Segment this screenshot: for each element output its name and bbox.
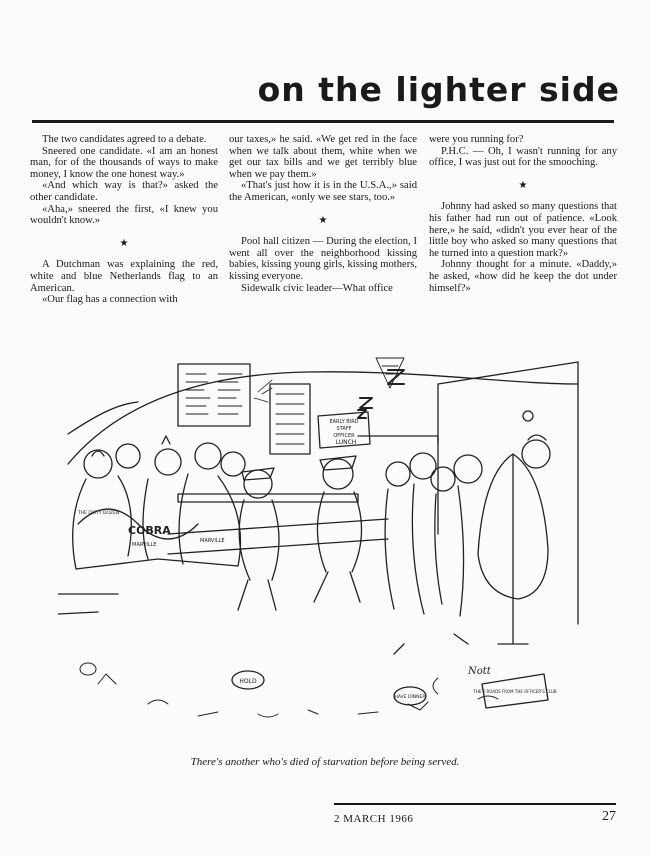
cap-lettering: THE DIRTY DOZEN xyxy=(78,511,120,516)
cartoon-caption: There's another who's died of starvation before being served. xyxy=(190,756,460,768)
jacket-cobra: COBRA xyxy=(128,524,171,537)
paragraph: our taxes,» he said. «We get red in the face when we talk about them, white when we get our tax bills and we get terribly blue when we pay them.» xyxy=(229,134,417,180)
paragraph: Sneered one candidate. «I am an honest man, for of the thousands of ways to make money, I know the one honest way.» xyxy=(30,145,218,180)
paragraph: The two candidates agreed to a debate. xyxy=(42,134,207,145)
sign-line-3: OFFICER xyxy=(333,433,355,439)
footer-rule xyxy=(334,803,616,805)
paragraph: A Dutchman was explaining the red, white and blue Netherlands flag to an American. xyxy=(30,259,218,294)
speech-bubbles xyxy=(232,671,557,708)
star-divider: ★ xyxy=(318,214,328,226)
text-column-2 xyxy=(229,134,417,294)
paragraph: «Our flag has a connection with xyxy=(42,294,178,306)
paragraph: Sidewalk civic leader—What office xyxy=(241,282,393,294)
cartoon-illustration xyxy=(58,344,596,742)
paragraph: «That's just how it is in the U.S.A.,» said the American, «only we see stars, too.» xyxy=(229,180,417,203)
bubble-dinner: HAVE DINNER xyxy=(394,695,426,700)
paragraph: Johnny thought for a minute. «Daddy,» he asked, «how did he keep the dot under himself?» xyxy=(429,259,617,294)
bubble-roads: THE 2 ROADS FROM THE OFFICER'S CLUB xyxy=(473,689,557,694)
cobwebs xyxy=(254,358,404,402)
standing-crowd-right xyxy=(385,453,482,654)
floor-litter xyxy=(80,663,498,717)
room-background xyxy=(58,362,578,624)
paragraph: Pool hall citizen — During the election, I went all over the neighborhood kissing babies, kissing young girls, kissing mothers, kissing everyone. xyxy=(229,236,417,282)
jacket-marville-2: MARVILLE xyxy=(200,538,225,544)
bubble-hold: HOLD xyxy=(239,678,257,685)
jacket-lettering xyxy=(77,510,225,548)
jacket-marville-1: MARVILLE xyxy=(132,542,157,548)
header-rule xyxy=(32,120,614,123)
paragraph: were you running for? xyxy=(429,134,524,145)
paragraph: P.H.C. — Oh, I wasn't running for any office, I was just out for the smooching. xyxy=(429,145,617,169)
sign-line-1: EARLY BIRD xyxy=(329,419,359,425)
paragraph: «Aha,» sneered the first, «I knew you wouldn't know.» xyxy=(30,203,218,227)
star-divider: ★ xyxy=(518,179,528,191)
coat-rack xyxy=(478,411,550,644)
menu-board xyxy=(178,364,310,454)
paragraph: «And which way is that?» asked the other candidate. xyxy=(30,180,218,203)
sign-line-2: STAFF xyxy=(336,426,352,432)
text-columns xyxy=(30,134,618,354)
page-number: 27 xyxy=(602,809,616,824)
artist-signature: Nott xyxy=(468,666,491,677)
sleep-zs xyxy=(358,370,404,418)
section-title: on the lighter side xyxy=(257,70,620,109)
paragraph: Johnny had asked so many questions that his father had run out of patience. «Look here,» he said, «didn't you ever hear of the little boy who asked so many questions that he turned into a question mark?» xyxy=(429,201,617,259)
text-column-1 xyxy=(30,134,218,306)
star-divider: ★ xyxy=(119,237,129,249)
issue-date: 2 MARCH 1966 xyxy=(334,813,414,825)
sign-line-4: LUNCH xyxy=(335,439,357,446)
sleeping-officers xyxy=(238,456,362,610)
text-column-3 xyxy=(429,134,617,294)
